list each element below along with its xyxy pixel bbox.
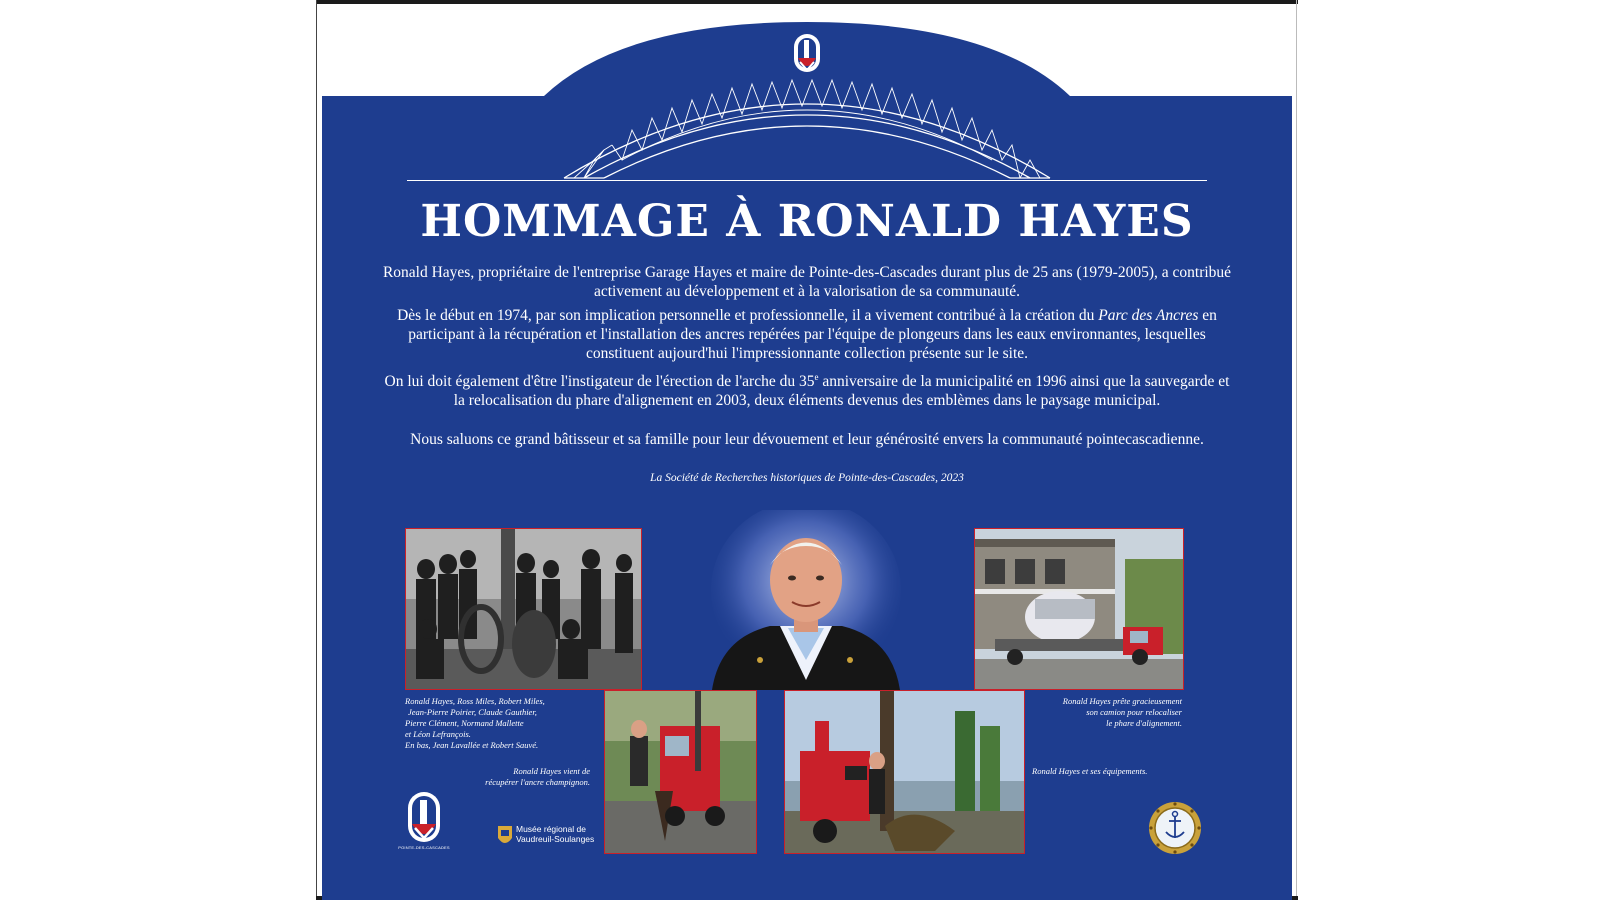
- museum-name-line1: Musée régional de: [516, 824, 586, 834]
- caption-truck-line: le phare d'alignement.: [1106, 718, 1182, 728]
- caption-truck: [1022, 696, 1182, 729]
- caption-anchor: [442, 766, 590, 788]
- photo-equipment-crane: [784, 690, 1025, 854]
- paragraph-arche-text-b: anniversaire de la municipalité en 1996 ainsi que la sauvegarde et la relocalisation du phare d'alignement en 2003, deux éléments devenus des emblèmes dans le paysage municipal.: [453, 373, 1230, 410]
- page-title: HOMMAGE À RONALD HAYES: [420, 196, 1194, 247]
- photo-truck-lighthouse: [974, 528, 1184, 690]
- museum-emblem-icon: [497, 824, 513, 848]
- paragraph-intro: Ronald Hayes, propriétaire de l'entreprise Garage Hayes et maire de Pointe-des-Cascades durant plus de 25 ans (1979-2005), a contribué activement au développement et à la valorisation de sa communauté.: [382, 264, 1232, 300]
- photo-tow-truck-anchor: [604, 690, 757, 854]
- parc-des-ancres-italic: Parc des Ancres: [1098, 307, 1199, 324]
- municipal-emblem-top-icon: [794, 34, 820, 72]
- frame-left-border: [316, 0, 317, 900]
- society-credit: La Société de Recherches historiques de Pointe-des-Cascades, 2023: [650, 472, 964, 484]
- caption-anchor-line: récupérer l'ancre champignon.: [485, 777, 590, 787]
- caption-divers-line: En bas, Jean Lavallée et Robert Sauvé.: [405, 740, 539, 750]
- caption-divers-line: Jean-Pierre Poirier, Claude Gauthier,: [408, 707, 537, 717]
- paragraph-arche: [382, 368, 1232, 410]
- ordinal-superscript: e: [814, 372, 819, 382]
- photo-divers-group: [405, 528, 642, 690]
- caption-divers-line: et Léon Lefrançois.: [405, 729, 471, 739]
- municipal-logo-text: POINTE-DES-CASCADES: [398, 845, 450, 850]
- title-rule: [407, 180, 1207, 181]
- caption-divers-line: Pierre Clément, Normand Mallette: [405, 718, 524, 728]
- caption-anchor-line: Ronald Hayes vient de: [513, 766, 590, 776]
- paragraph-parc-text-a: Dès le début en 1974, par son implication personnelle et professionnelle, il a vivement contribué à la création du: [397, 307, 1095, 324]
- porthole-anchor-icon: [1144, 800, 1206, 856]
- paragraph-arche-text-a: On lui doit également d'être l'instigateur de l'érection de l'arche du 35: [384, 373, 815, 391]
- portrait-ronald-hayes: [700, 510, 912, 690]
- caption-divers: [405, 696, 605, 751]
- commemorative-plaque: [322, 0, 1292, 900]
- caption-truck-line: son camion pour relocaliser: [1086, 707, 1182, 717]
- municipal-logo: [398, 790, 450, 854]
- museum-name-line2: Vaudreuil-Soulanges: [516, 834, 595, 844]
- paragraph-parc-text-b: en participant à la récupération et l'installation des ancres repérées par l'équipe de plongeurs dans les eaux environnantes, lesquelles constituent aujourd'hui l'impressionnante collection présente sur le site.: [408, 307, 1217, 362]
- porthole-logo: [1144, 800, 1206, 856]
- frame-right-border: [1296, 0, 1297, 900]
- paragraph-salut: Nous saluons ce grand bâtisseur et sa famille pour leur dévouement et leur générosité envers la communauté pointecascadienne.: [410, 431, 1204, 448]
- caption-divers-line: Ronald Hayes, Ross Miles, Robert Miles,: [405, 696, 545, 706]
- caption-truck-line: Ronald Hayes prête gracieusement: [1062, 696, 1182, 706]
- museum-logo: [497, 822, 607, 852]
- caption-equipment: Ronald Hayes et ses équipements.: [1032, 766, 1148, 776]
- paragraph-parc: [382, 306, 1232, 363]
